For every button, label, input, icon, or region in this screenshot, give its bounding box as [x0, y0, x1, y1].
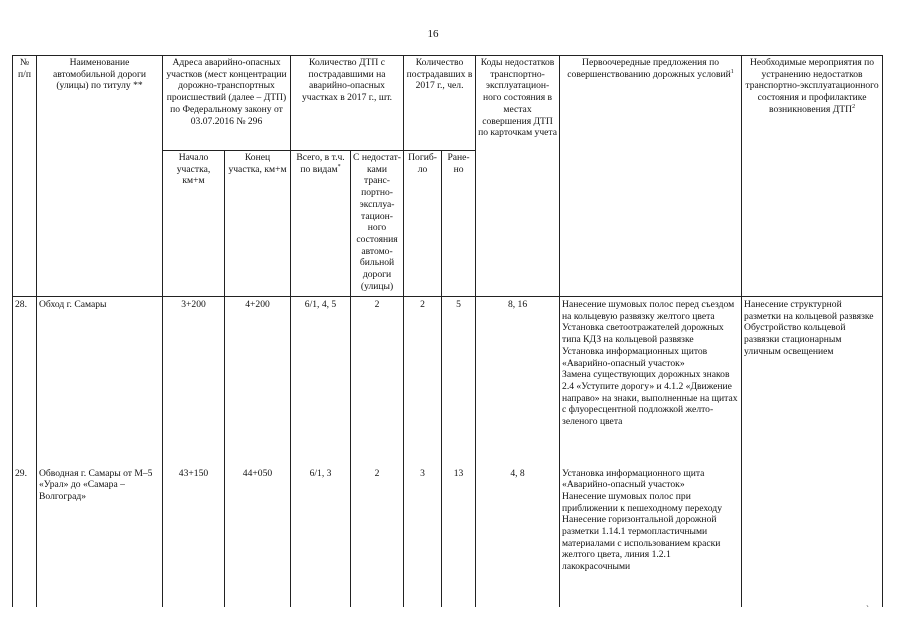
- row-measures: [742, 297, 883, 467]
- row-road-name: Обход г. Самары: [37, 297, 163, 467]
- header-end: Конец участка, км+м: [225, 151, 291, 297]
- row-start: 3+200: [163, 297, 225, 467]
- header-with-defects: С недостат-ками транс-портно-эксплуа-тацион-ного состояния автомо-бильной дороги (улицы): [351, 151, 404, 297]
- header-row-top: [13, 56, 883, 151]
- header-measures-text: Необходимые мероприятия по устранению недостатков транспортно-эксплуатационного состояния и профилактике возникновения ДТП: [745, 57, 879, 115]
- row-with-defects: 2: [351, 467, 404, 607]
- table-row: [13, 297, 883, 467]
- row-injured: 5: [442, 297, 476, 467]
- row-codes: 4, 8: [476, 467, 560, 607]
- scan-speck: `: [866, 604, 869, 614]
- measure-item: Обустройство кольцевой развязки стационарным уличным освещением: [744, 322, 846, 357]
- header-total-by-type-text: Всего, в т.ч. по видам: [296, 152, 345, 175]
- proposal-item: Установка светоотражателей дорожных типа КДЗ на кольцевой развязке: [562, 322, 724, 346]
- header-proposals-footnote: 1: [730, 68, 734, 75]
- measure-item: Нанесение структурной разметки на кольцевой развязке: [744, 299, 874, 322]
- header-total-by-type-footnote: *: [337, 163, 341, 170]
- row-total-by-type: 6/1, 3: [291, 467, 351, 607]
- row-end: 44+050: [225, 467, 291, 607]
- row-total-by-type: 6/1, 4, 5: [291, 297, 351, 467]
- row-with-defects: 2: [351, 297, 404, 467]
- row-end: 4+200: [225, 297, 291, 467]
- header-measures-footnote: 2: [852, 103, 856, 110]
- header-proposals: [560, 56, 742, 297]
- accident-sites-table-container: [12, 55, 882, 615]
- accident-sites-table: [12, 55, 883, 607]
- table-row: [13, 467, 883, 607]
- header-killed: Погиб-ло: [404, 151, 442, 297]
- header-codes: Коды недостатков транспортно-эксплуатацион-ного состояния в местах совершения ДТП по карточкам учета: [476, 56, 560, 297]
- header-road-name: Наименование автомобильной дороги (улицы) по титулу **: [37, 56, 163, 297]
- row-start: 43+150: [163, 467, 225, 607]
- row-killed: 2: [404, 297, 442, 467]
- header-measures: [742, 56, 883, 297]
- row-proposals: [560, 297, 742, 467]
- row-injured: 13: [442, 467, 476, 607]
- row-number: 29.: [13, 467, 37, 607]
- proposal-item: Замена существующих дорожных знаков 2.4 «Уступите дорогу» и 4.1.2 «Движение направо» на знаки, выполненные на щитах с флуоресцентной подложкой желто-зеленого цвета: [562, 369, 738, 428]
- page-number: 16: [427, 28, 439, 40]
- row-killed: 3: [404, 467, 442, 607]
- proposal-item: Нанесение горизонтальной дорожной разметки 1.14.1 термопластичными материалами с использованием краски желтого цвета, линия 1.2.1 лакокрасочными: [562, 514, 721, 573]
- header-accidents-count: Количество ДТП с пострадавшими на аварийно-опасных участках в 2017 г., шт.: [291, 56, 404, 151]
- header-num: № п/п: [13, 56, 37, 297]
- proposal-item: Установка информационного щита «Аварийно-опасный участок»: [562, 467, 705, 491]
- proposal-item: Нанесение шумовых полос при приближении к пешеходному переходу: [562, 490, 722, 514]
- header-total-by-type: [291, 151, 351, 297]
- row-road-name: Обводная г. Самары от М–5 «Урал» до «Самара – Волгоград»: [37, 467, 163, 607]
- header-addresses: Адреса аварийно-опасных участков (мест концентрации дорожно-транспортных происшествий (далее – ДТП) по Федеральному закону от 03.07.2016 № 296: [163, 56, 291, 151]
- row-measures: [742, 467, 883, 607]
- header-start: Начало участка, км+м: [163, 151, 225, 297]
- row-codes: 8, 16: [476, 297, 560, 467]
- row-number: 28.: [13, 297, 37, 467]
- proposal-item: Установка информационных щитов «Аварийно-опасный участок»: [562, 345, 708, 369]
- proposal-item: Нанесение шумовых полос перед съездом на кольцевую развязку желтого цвета: [562, 299, 735, 322]
- row-proposals: [560, 467, 742, 607]
- header-injured: Ране-но: [442, 151, 476, 297]
- header-victims-count: Количество пострадавших в 2017 г., чел.: [404, 56, 476, 151]
- header-proposals-text: Первоочередные предложения по совершенствованию дорожных условий: [567, 57, 731, 80]
